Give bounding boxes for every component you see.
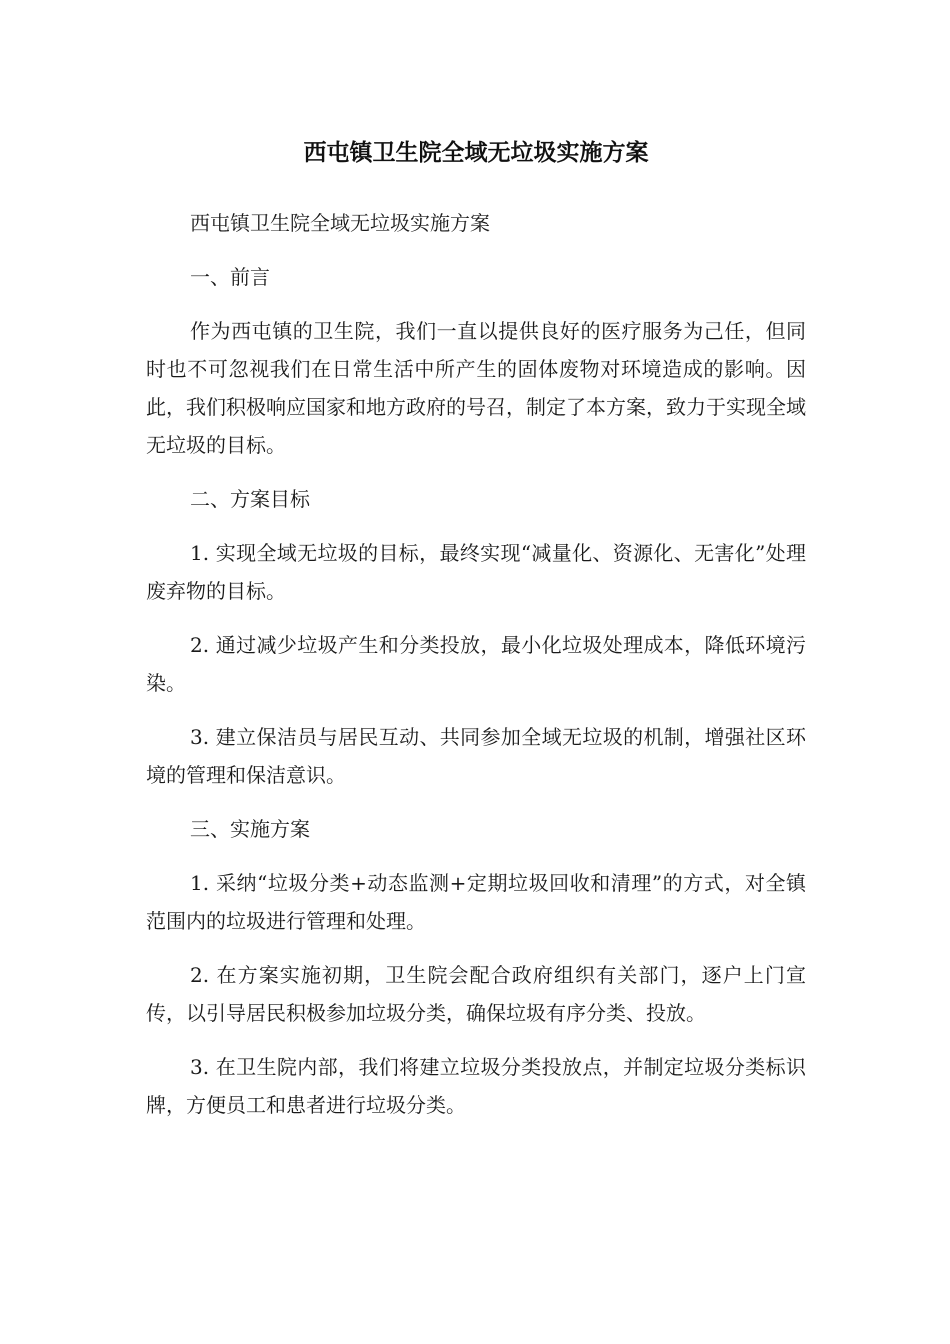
section-heading-implementation: 三、实施方案 — [190, 817, 310, 841]
implementation-item-1: 1. 采纳“垃圾分类+动态监测+定期垃圾回收和清理”的方式，对全镇范围内的垃圾进行管理和处理。 — [146, 871, 806, 933]
implementation-item-3: 3. 在卫生院内部，我们将建立垃圾分类投放点，并制定垃圾分类标识牌，方便员工和患者进行垃圾分类。 — [146, 1055, 806, 1117]
goal-item-3: 3. 建立保洁员与居民互动、共同参加全域无垃圾的机制，增强社区环境的管理和保洁意识。 — [146, 725, 806, 787]
document-body — [146, 204, 806, 1140]
goal-item-1: 1. 实现全域无垃圾的目标，最终实现“减量化、资源化、无害化”处理废弃物的目标。 — [146, 541, 806, 603]
paragraph-subtitle: 西屯镇卫生院全域无垃圾实施方案 — [190, 211, 490, 235]
goal-item-2: 2. 通过减少垃圾产生和分类投放，最小化垃圾处理成本，降低环境污染。 — [146, 633, 806, 695]
section-heading-goals: 二、方案目标 — [190, 487, 310, 511]
section-heading-preface: 一、前言 — [190, 265, 270, 289]
implementation-item-2: 2. 在方案实施初期，卫生院会配合政府组织有关部门，逐户上门宣传，以引导居民积极参加垃圾分类，确保垃圾有序分类、投放。 — [146, 963, 806, 1025]
paragraph-preface: 作为西屯镇的卫生院，我们一直以提供良好的医疗服务为己任，但同时也不可忽视我们在日常生活中所产生的固体废物对环境造成的影响。因此，我们积极响应国家和地方政府的号召，制定了本方案，致力于实现全域无垃圾的目标。 — [146, 319, 806, 457]
document-title: 西屯镇卫生院全域无垃圾实施方案 — [303, 140, 649, 166]
